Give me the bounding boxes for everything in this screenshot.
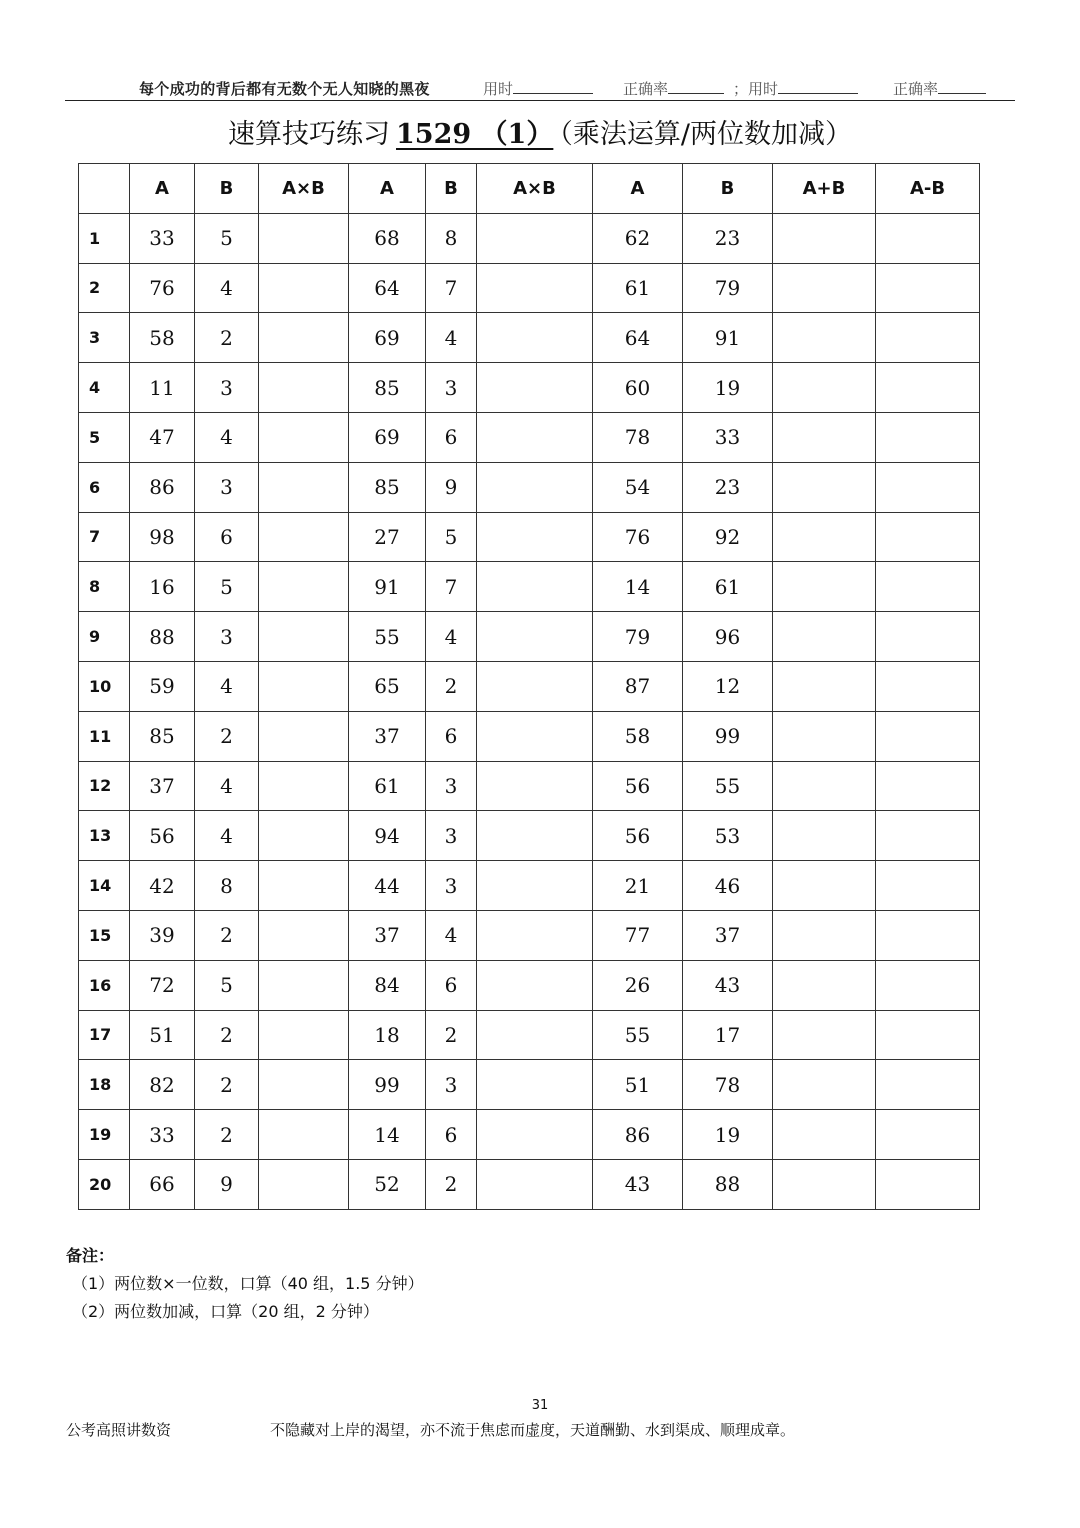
answer-cell-sum[interactable] — [773, 1010, 876, 1060]
cell-a: 14 — [593, 562, 683, 612]
answer-cell-product[interactable] — [259, 711, 349, 761]
answer-cell-difference[interactable] — [876, 313, 980, 363]
table-row — [79, 1060, 980, 1110]
footer-left: 公考高照讲数资 — [66, 1421, 172, 1439]
answer-cell-difference[interactable] — [876, 363, 980, 413]
answer-cell-sum[interactable] — [773, 960, 876, 1010]
answer-cell-product[interactable] — [259, 612, 349, 662]
row-number: 10 — [79, 661, 130, 711]
cell-b: 3 — [426, 1060, 477, 1110]
cell-a: 61 — [593, 263, 683, 313]
cell-a: 61 — [349, 761, 426, 811]
cell-a: 88 — [130, 612, 195, 662]
answer-cell-sum[interactable] — [773, 562, 876, 612]
accuracy-blank-1[interactable] — [668, 79, 724, 94]
cell-b: 2 — [195, 1060, 259, 1110]
cell-a: 27 — [349, 512, 426, 562]
cell-a: 77 — [593, 910, 683, 960]
cell-a: 18 — [349, 1010, 426, 1060]
cell-b: 6 — [195, 512, 259, 562]
answer-cell-product[interactable] — [477, 1159, 593, 1209]
table-row — [79, 1159, 980, 1209]
row-number: 14 — [79, 861, 130, 911]
answer-cell-product[interactable] — [259, 761, 349, 811]
cell-a: 98 — [130, 512, 195, 562]
answer-cell-difference[interactable] — [876, 1010, 980, 1060]
cell-a: 91 — [349, 562, 426, 612]
column-header: A — [349, 164, 426, 214]
answer-cell-product[interactable] — [477, 512, 593, 562]
answer-cell-product[interactable] — [477, 612, 593, 662]
cell-b: 3 — [195, 462, 259, 512]
cell-b: 4 — [426, 612, 477, 662]
row-number: 20 — [79, 1159, 130, 1209]
cell-b: 96 — [683, 612, 773, 662]
cell-b: 99 — [683, 711, 773, 761]
answer-cell-product[interactable] — [259, 1060, 349, 1110]
cell-a: 66 — [130, 1159, 195, 1209]
column-header: A-B — [876, 164, 980, 214]
cell-b: 2 — [426, 1010, 477, 1060]
cell-b: 7 — [426, 263, 477, 313]
table-row — [79, 213, 980, 263]
cell-a: 69 — [349, 313, 426, 363]
cell-a: 64 — [349, 263, 426, 313]
answer-cell-product[interactable] — [259, 562, 349, 612]
cell-a: 68 — [349, 213, 426, 263]
answer-cell-product[interactable] — [477, 412, 593, 462]
cell-b: 23 — [683, 213, 773, 263]
accuracy-label-1: 正确率 — [623, 80, 669, 98]
row-number: 3 — [79, 313, 130, 363]
cell-b: 9 — [195, 1159, 259, 1209]
answer-cell-product[interactable] — [259, 512, 349, 562]
accuracy-field-2 — [893, 78, 986, 99]
cell-b: 9 — [426, 462, 477, 512]
answer-cell-product[interactable] — [477, 910, 593, 960]
answer-cell-sum[interactable] — [773, 313, 876, 363]
cell-a: 85 — [130, 711, 195, 761]
answer-cell-product[interactable] — [259, 910, 349, 960]
answer-cell-product[interactable] — [477, 213, 593, 263]
cell-a: 56 — [593, 761, 683, 811]
time-field-1 — [483, 78, 593, 99]
table-row — [79, 412, 980, 462]
notes-line-1: （1）两位数×一位数，口算（40 组，1.5 分钟） — [72, 1274, 424, 1293]
cell-b: 92 — [683, 512, 773, 562]
answer-cell-difference[interactable] — [876, 462, 980, 512]
answer-cell-difference[interactable] — [876, 861, 980, 911]
table-row — [79, 313, 980, 363]
cell-b: 23 — [683, 462, 773, 512]
page-header — [65, 76, 1015, 101]
cell-b: 8 — [195, 861, 259, 911]
notes-line-2: （2）两位数加减，口算（20 组，2 分钟） — [72, 1302, 379, 1321]
cell-a: 21 — [593, 861, 683, 911]
row-number: 19 — [79, 1110, 130, 1160]
cell-b: 2 — [195, 910, 259, 960]
answer-cell-sum[interactable] — [773, 612, 876, 662]
table-row — [79, 960, 980, 1010]
cell-a: 69 — [349, 412, 426, 462]
answer-cell-product[interactable] — [259, 462, 349, 512]
cell-b: 6 — [426, 412, 477, 462]
cell-b: 55 — [683, 761, 773, 811]
accuracy-label-2: 正确率 — [893, 80, 939, 98]
cell-a: 55 — [349, 612, 426, 662]
answer-cell-difference[interactable] — [876, 263, 980, 313]
answer-cell-difference[interactable] — [876, 910, 980, 960]
cell-b: 4 — [195, 412, 259, 462]
answer-cell-product[interactable] — [259, 213, 349, 263]
answer-cell-product[interactable] — [477, 363, 593, 413]
accuracy-blank-2[interactable] — [938, 79, 986, 94]
answer-cell-difference[interactable] — [876, 412, 980, 462]
answer-cell-difference[interactable] — [876, 1060, 980, 1110]
cell-a: 43 — [593, 1159, 683, 1209]
cell-b: 2 — [195, 711, 259, 761]
column-header — [79, 164, 130, 214]
cell-b: 3 — [195, 363, 259, 413]
notes-section — [66, 1242, 424, 1326]
cell-b: 17 — [683, 1010, 773, 1060]
cell-b: 2 — [426, 661, 477, 711]
answer-cell-sum[interactable] — [773, 1110, 876, 1160]
cell-a: 76 — [130, 263, 195, 313]
table-row — [79, 363, 980, 413]
table-header-row — [79, 164, 980, 214]
cell-a: 59 — [130, 661, 195, 711]
answer-cell-product[interactable] — [259, 263, 349, 313]
answer-cell-sum[interactable] — [773, 1060, 876, 1110]
cell-b: 79 — [683, 263, 773, 313]
cell-a: 37 — [349, 910, 426, 960]
answer-cell-sum[interactable] — [773, 363, 876, 413]
cell-b: 78 — [683, 1060, 773, 1110]
cell-b: 5 — [195, 960, 259, 1010]
table-row — [79, 562, 980, 612]
header-separator: ； — [733, 80, 749, 98]
table-row — [79, 462, 980, 512]
row-number: 18 — [79, 1060, 130, 1110]
row-number: 2 — [79, 263, 130, 313]
time-field-2 — [733, 78, 858, 99]
answer-cell-sum[interactable] — [773, 412, 876, 462]
cell-a: 54 — [593, 462, 683, 512]
answer-cell-difference[interactable] — [876, 960, 980, 1010]
row-number: 6 — [79, 462, 130, 512]
row-number: 8 — [79, 562, 130, 612]
cell-a: 58 — [593, 711, 683, 761]
cell-b: 37 — [683, 910, 773, 960]
cell-b: 12 — [683, 661, 773, 711]
answer-cell-sum[interactable] — [773, 661, 876, 711]
answer-cell-difference[interactable] — [876, 1110, 980, 1160]
cell-a: 26 — [593, 960, 683, 1010]
answer-cell-product[interactable] — [259, 313, 349, 363]
row-number: 9 — [79, 612, 130, 662]
cell-a: 39 — [130, 910, 195, 960]
answer-cell-difference[interactable] — [876, 761, 980, 811]
cell-a: 42 — [130, 861, 195, 911]
row-number: 4 — [79, 363, 130, 413]
answer-cell-product[interactable] — [259, 661, 349, 711]
cell-b: 3 — [426, 811, 477, 861]
cell-a: 86 — [130, 462, 195, 512]
answer-cell-sum[interactable] — [773, 910, 876, 960]
cell-b: 4 — [426, 313, 477, 363]
cell-b: 53 — [683, 811, 773, 861]
cell-b: 61 — [683, 562, 773, 612]
answer-cell-sum[interactable] — [773, 512, 876, 562]
answer-cell-product[interactable] — [477, 263, 593, 313]
table-row — [79, 1110, 980, 1160]
answer-cell-product[interactable] — [477, 1060, 593, 1110]
answer-cell-sum[interactable] — [773, 761, 876, 811]
column-header: A×B — [477, 164, 593, 214]
title-suffix: （乘法运算/两位数加减） — [559, 119, 852, 150]
answer-cell-difference[interactable] — [876, 512, 980, 562]
cell-a: 62 — [593, 213, 683, 263]
answer-cell-difference[interactable] — [876, 612, 980, 662]
cell-b: 5 — [195, 562, 259, 612]
time-blank-1[interactable] — [513, 79, 593, 94]
answer-cell-sum[interactable] — [773, 462, 876, 512]
cell-b: 2 — [195, 1110, 259, 1160]
answer-cell-sum[interactable] — [773, 213, 876, 263]
table-row — [79, 910, 980, 960]
cell-b: 4 — [195, 761, 259, 811]
cell-a: 33 — [130, 1110, 195, 1160]
answer-cell-product[interactable] — [259, 363, 349, 413]
table-row — [79, 263, 980, 313]
answer-cell-product[interactable] — [259, 1159, 349, 1209]
notes-label: 备注： — [66, 1246, 115, 1265]
cell-a: 37 — [349, 711, 426, 761]
cell-b: 3 — [426, 861, 477, 911]
cell-b: 5 — [426, 512, 477, 562]
answer-cell-sum[interactable] — [773, 1159, 876, 1209]
column-header: A — [130, 164, 195, 214]
cell-b: 8 — [426, 213, 477, 263]
cell-b: 43 — [683, 960, 773, 1010]
answer-cell-sum[interactable] — [773, 861, 876, 911]
cell-a: 65 — [349, 661, 426, 711]
cell-a: 52 — [349, 1159, 426, 1209]
time-blank-2[interactable] — [778, 79, 858, 94]
row-number: 16 — [79, 960, 130, 1010]
cell-a: 14 — [349, 1110, 426, 1160]
cell-b: 7 — [426, 562, 477, 612]
row-number: 5 — [79, 412, 130, 462]
cell-b: 88 — [683, 1159, 773, 1209]
answer-cell-difference[interactable] — [876, 213, 980, 263]
cell-b: 5 — [195, 213, 259, 263]
cell-a: 64 — [593, 313, 683, 363]
table-row — [79, 711, 980, 761]
cell-a: 11 — [130, 363, 195, 413]
table-row — [79, 512, 980, 562]
cell-b: 3 — [195, 612, 259, 662]
answer-cell-product[interactable] — [259, 811, 349, 861]
cell-a: 51 — [593, 1060, 683, 1110]
answer-cell-product[interactable] — [477, 960, 593, 1010]
footer-right: 不隐藏对上岸的渴望，亦不流于焦虑而虚度，天道酬勤、水到渠成、顺理成章。 — [270, 1421, 796, 1439]
cell-b: 91 — [683, 313, 773, 363]
table-row — [79, 1010, 980, 1060]
cell-a: 44 — [349, 861, 426, 911]
answer-cell-difference[interactable] — [876, 661, 980, 711]
table-row — [79, 612, 980, 662]
answer-cell-product[interactable] — [259, 861, 349, 911]
cell-b: 19 — [683, 363, 773, 413]
answer-cell-product[interactable] — [477, 811, 593, 861]
cell-b: 33 — [683, 412, 773, 462]
row-number: 13 — [79, 811, 130, 861]
answer-cell-product[interactable] — [477, 761, 593, 811]
answer-cell-product[interactable] — [259, 1110, 349, 1160]
cell-b: 3 — [426, 363, 477, 413]
answer-cell-product[interactable] — [477, 1010, 593, 1060]
answer-cell-product[interactable] — [259, 1010, 349, 1060]
cell-a: 85 — [349, 462, 426, 512]
cell-a: 56 — [130, 811, 195, 861]
answer-cell-sum[interactable] — [773, 711, 876, 761]
answer-cell-product[interactable] — [477, 861, 593, 911]
cell-a: 33 — [130, 213, 195, 263]
row-number: 11 — [79, 711, 130, 761]
cell-b: 6 — [426, 711, 477, 761]
cell-b: 4 — [426, 910, 477, 960]
cell-b: 2 — [195, 1010, 259, 1060]
cell-a: 76 — [593, 512, 683, 562]
cell-b: 6 — [426, 1110, 477, 1160]
header-motto: 每个成功的背后都有无数个无人知晓的黑夜 — [139, 80, 430, 98]
cell-a: 86 — [593, 1110, 683, 1160]
row-number: 17 — [79, 1010, 130, 1060]
answer-cell-difference[interactable] — [876, 711, 980, 761]
answer-cell-product[interactable] — [259, 960, 349, 1010]
practice-table — [78, 163, 980, 1210]
cell-a: 84 — [349, 960, 426, 1010]
answer-cell-product[interactable] — [477, 313, 593, 363]
cell-a: 51 — [130, 1010, 195, 1060]
table-row — [79, 861, 980, 911]
title-prefix: 速算技巧练习 — [228, 119, 391, 150]
table-row — [79, 661, 980, 711]
answer-cell-product[interactable] — [477, 462, 593, 512]
answer-cell-product[interactable] — [477, 1110, 593, 1160]
column-header: B — [195, 164, 259, 214]
cell-a: 78 — [593, 412, 683, 462]
answer-cell-difference[interactable] — [876, 1159, 980, 1209]
cell-a: 47 — [130, 412, 195, 462]
row-number: 1 — [79, 213, 130, 263]
cell-a: 58 — [130, 313, 195, 363]
answer-cell-difference[interactable] — [876, 562, 980, 612]
page-title — [0, 112, 1080, 151]
row-number: 12 — [79, 761, 130, 811]
cell-a: 82 — [130, 1060, 195, 1110]
row-number: 15 — [79, 910, 130, 960]
answer-cell-sum[interactable] — [773, 811, 876, 861]
row-number: 7 — [79, 512, 130, 562]
cell-a: 72 — [130, 960, 195, 1010]
cell-a: 56 — [593, 811, 683, 861]
accuracy-field-1 — [623, 78, 724, 99]
cell-b: 6 — [426, 960, 477, 1010]
cell-a: 37 — [130, 761, 195, 811]
cell-a: 16 — [130, 562, 195, 612]
cell-a: 60 — [593, 363, 683, 413]
table-body — [79, 213, 980, 1209]
column-header: A+B — [773, 164, 876, 214]
cell-b: 4 — [195, 263, 259, 313]
table-row — [79, 761, 980, 811]
column-header: B — [683, 164, 773, 214]
cell-b: 2 — [195, 313, 259, 363]
answer-cell-product[interactable] — [477, 562, 593, 612]
cell-a: 85 — [349, 363, 426, 413]
column-header: A — [593, 164, 683, 214]
cell-a: 55 — [593, 1010, 683, 1060]
column-header: B — [426, 164, 477, 214]
table-row — [79, 811, 980, 861]
cell-a: 94 — [349, 811, 426, 861]
cell-b: 3 — [426, 761, 477, 811]
answer-cell-sum[interactable] — [773, 263, 876, 313]
cell-b: 4 — [195, 811, 259, 861]
cell-a: 87 — [593, 661, 683, 711]
cell-a: 99 — [349, 1060, 426, 1110]
answer-cell-difference[interactable] — [876, 811, 980, 861]
time-label-2: 用时 — [748, 80, 779, 98]
cell-b: 4 — [195, 661, 259, 711]
time-label-1: 用时 — [483, 80, 514, 98]
column-header: A×B — [259, 164, 349, 214]
answer-cell-product[interactable] — [259, 412, 349, 462]
cell-b: 2 — [426, 1159, 477, 1209]
page-number: 31 — [531, 1398, 549, 1413]
answer-cell-product[interactable] — [477, 711, 593, 761]
cell-b: 19 — [683, 1110, 773, 1160]
cell-a: 79 — [593, 612, 683, 662]
title-code: 1529 （1） — [396, 119, 554, 150]
answer-cell-product[interactable] — [477, 661, 593, 711]
cell-b: 46 — [683, 861, 773, 911]
